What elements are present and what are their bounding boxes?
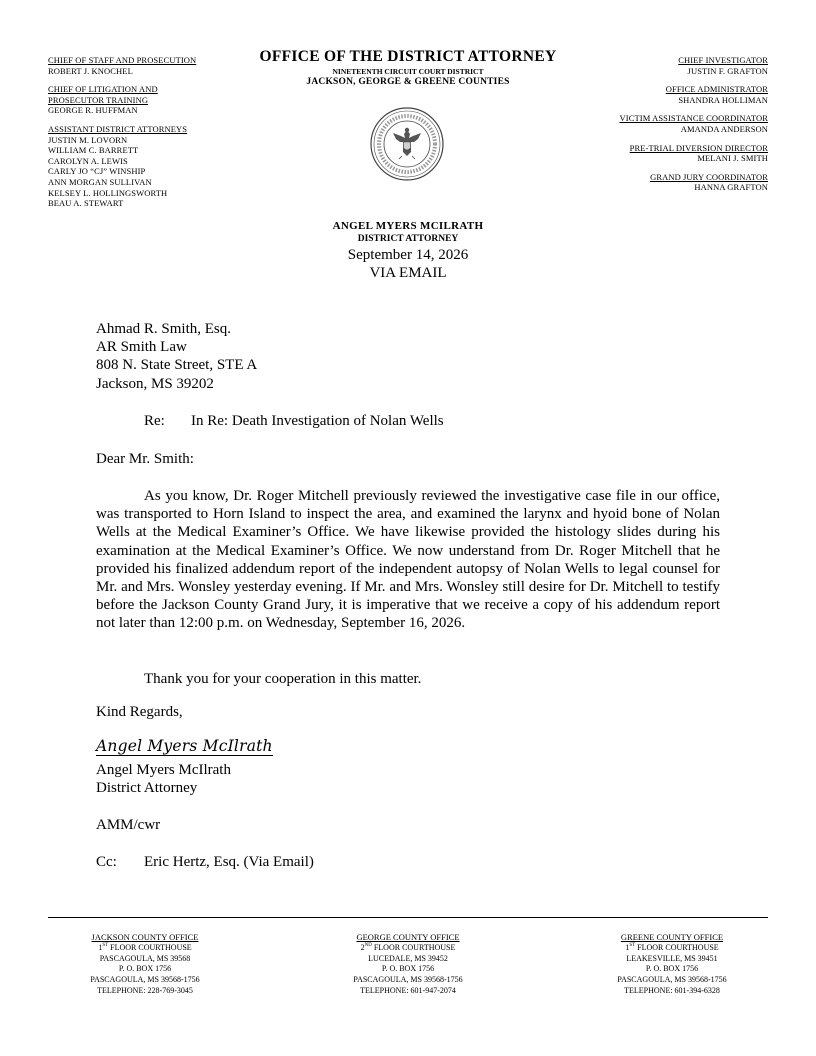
office-mailing: PASCAGOULA, MS 39568-1756 xyxy=(90,975,200,985)
counties-line: JACKSON, GEORGE & GREENE COUNTIES xyxy=(306,77,510,87)
district-attorney-title: DISTRICT ATTORNEY xyxy=(357,234,459,244)
cc-recipient: Eric Hertz, Esq. (Via Email) xyxy=(144,854,314,870)
circuit-district: NINETEENTH CIRCUIT COURT DISTRICT xyxy=(332,67,484,76)
office-telephone: TELEPHONE: 601-947-2074 xyxy=(360,985,456,995)
office-heading: GREENE COUNTY OFFICE xyxy=(620,932,724,942)
re-subject: In Re: Death Investigation of Nolan Wells xyxy=(191,413,444,429)
closing: Kind Regards, xyxy=(96,704,183,720)
staff-role: PRE-TRIAL DIVERSION DIRECTOR xyxy=(629,142,768,153)
body-paragraph-2: Thank you for your cooperation in this matter. xyxy=(144,671,422,687)
staff-name: ANN MORGAN SULLIVAN xyxy=(48,176,152,187)
signature: Angel Myers McIlrath xyxy=(96,737,273,755)
staff-name: GEORGE R. HUFFMAN xyxy=(48,105,138,116)
staff-name: WILLIAM C. BARRETT xyxy=(48,145,139,156)
staff-name: AMANDA ANDERSON xyxy=(680,123,768,134)
staff-role: PROSECUTOR TRAINING xyxy=(48,94,149,105)
office-po-box: P. O. BOX 1756 xyxy=(645,964,699,974)
office-mailing: PASCAGOULA, MS 39568-1756 xyxy=(617,975,727,985)
recipient-address xyxy=(96,320,257,393)
office-city: LEAKESVILLE, MS 39451 xyxy=(626,953,718,963)
staff-group-pretrial-diversion xyxy=(568,143,768,164)
footer-george-office xyxy=(308,932,508,997)
staff-name: BEAU A. STEWART xyxy=(48,198,124,209)
footer-jackson-office xyxy=(45,932,245,997)
footer-greene-office xyxy=(572,932,772,997)
letter-date: September 14, 2026 xyxy=(347,247,469,263)
office-mailing: PASCAGOULA, MS 39568-1756 xyxy=(353,975,463,985)
office-floor: 1ST FLOOR COURTHOUSE xyxy=(625,942,719,952)
staff-role: VICTIM ASSISTANCE COORDINATOR xyxy=(619,113,768,124)
staff-name: CARLY JO “CJ” WINSHIP xyxy=(48,166,146,177)
footer-divider xyxy=(48,917,768,918)
salutation: Dear Mr. Smith: xyxy=(96,451,194,467)
district-attorney-name: ANGEL MYERS MCILRATH xyxy=(332,220,484,232)
staff-name: HANNA GRAFTON xyxy=(694,182,768,193)
staff-role: GRAND JURY COORDINATOR xyxy=(650,171,768,182)
staff-role: CHIEF OF LITIGATION AND xyxy=(48,84,158,95)
staff-name: ROBERT J. KNOCHEL xyxy=(48,65,133,76)
staff-name: CAROLYN A. LEWIS xyxy=(48,155,128,166)
recipient-firm: AR Smith Law xyxy=(96,339,187,356)
staff-group-chief-of-litigation xyxy=(48,84,248,116)
staff-role: ASSISTANT DISTRICT ATTORNEYS xyxy=(48,123,188,134)
body-paragraph-1: As you know, Dr. Roger Mitchell previously reviewed the investigative case file in our office, was transported to Horn Island to inspect the area, and examined the larynx and hyoid bone of Nolan Wells at the Medical Examiner’s Office. We have likewise provided the histology slides during his examination at the Medical Examiner’s Office. We now understand from Dr. Roger Mitchell that he provided his finalized addendum report of the independent autopsy of Nolan Wells to legal counsel for Mr. and Mrs. Wonsley yesterday evening. If Mr. and Mrs. Wonsley still desire for Dr. Mitchell to testify before the Jackson County Grand Jury, it is imperative that we receive a copy of his addendum report not later than 12:00 p.m. on Wednesday, September 16, 2026. xyxy=(96,488,720,632)
staff-role: OFFICE ADMINISTRATOR xyxy=(665,84,768,95)
office-heading: GEORGE COUNTY OFFICE xyxy=(356,932,460,942)
staff-group-grand-jury xyxy=(568,172,768,193)
state-seal-icon xyxy=(369,106,445,182)
office-city: PASCAGOULA, MS 39568 xyxy=(99,953,191,963)
staff-role: CHIEF INVESTIGATOR xyxy=(678,55,768,65)
staff-name: SHANDRA HOLLIMAN xyxy=(678,94,768,105)
office-telephone: TELEPHONE: 601-394-6328 xyxy=(624,985,720,995)
staff-group-office-administrator xyxy=(568,84,768,105)
staff-name: JUSTIN F. GRAFTON xyxy=(687,65,768,76)
re-label: Re: xyxy=(144,413,165,429)
recipient-street: 808 N. State Street, STE A xyxy=(96,357,258,374)
staff-group-victim-assistance xyxy=(568,113,768,134)
office-po-box: P. O. BOX 1756 xyxy=(381,964,435,974)
staff-name: MELANI J. SMITH xyxy=(697,153,768,164)
recipient-name: Ahmad R. Smith, Esq. xyxy=(96,321,232,337)
staff-role: CHIEF OF STAFF AND PROSECUTION xyxy=(48,55,197,65)
office-title: OFFICE OF THE DISTRICT ATTORNEY xyxy=(259,48,557,65)
typist-initials: AMM/cwr xyxy=(96,817,161,833)
cc-label: Cc: xyxy=(96,854,117,870)
recipient-city: Jackson, MS 39202 xyxy=(96,375,214,392)
signer-title: District Attorney xyxy=(96,780,198,796)
office-po-box: P. O. BOX 1756 xyxy=(118,964,172,974)
signer-name: Angel Myers McIlrath xyxy=(96,762,231,778)
office-telephone: TELEPHONE: 228-769-3045 xyxy=(97,985,193,995)
office-floor: 1ST FLOOR COURTHOUSE xyxy=(98,942,192,952)
staff-name: KELSEY L. HOLLINGSWORTH xyxy=(48,187,168,198)
delivery-method: VIA EMAIL xyxy=(369,265,447,281)
staff-name: JUSTIN M. LOVORN xyxy=(48,134,128,145)
staff-group-assistant-das xyxy=(48,124,248,209)
office-floor: 2ND FLOOR COURTHOUSE xyxy=(360,942,456,952)
office-city: LUCEDALE, MS 39452 xyxy=(368,953,448,963)
office-heading: JACKSON COUNTY OFFICE xyxy=(91,932,199,942)
